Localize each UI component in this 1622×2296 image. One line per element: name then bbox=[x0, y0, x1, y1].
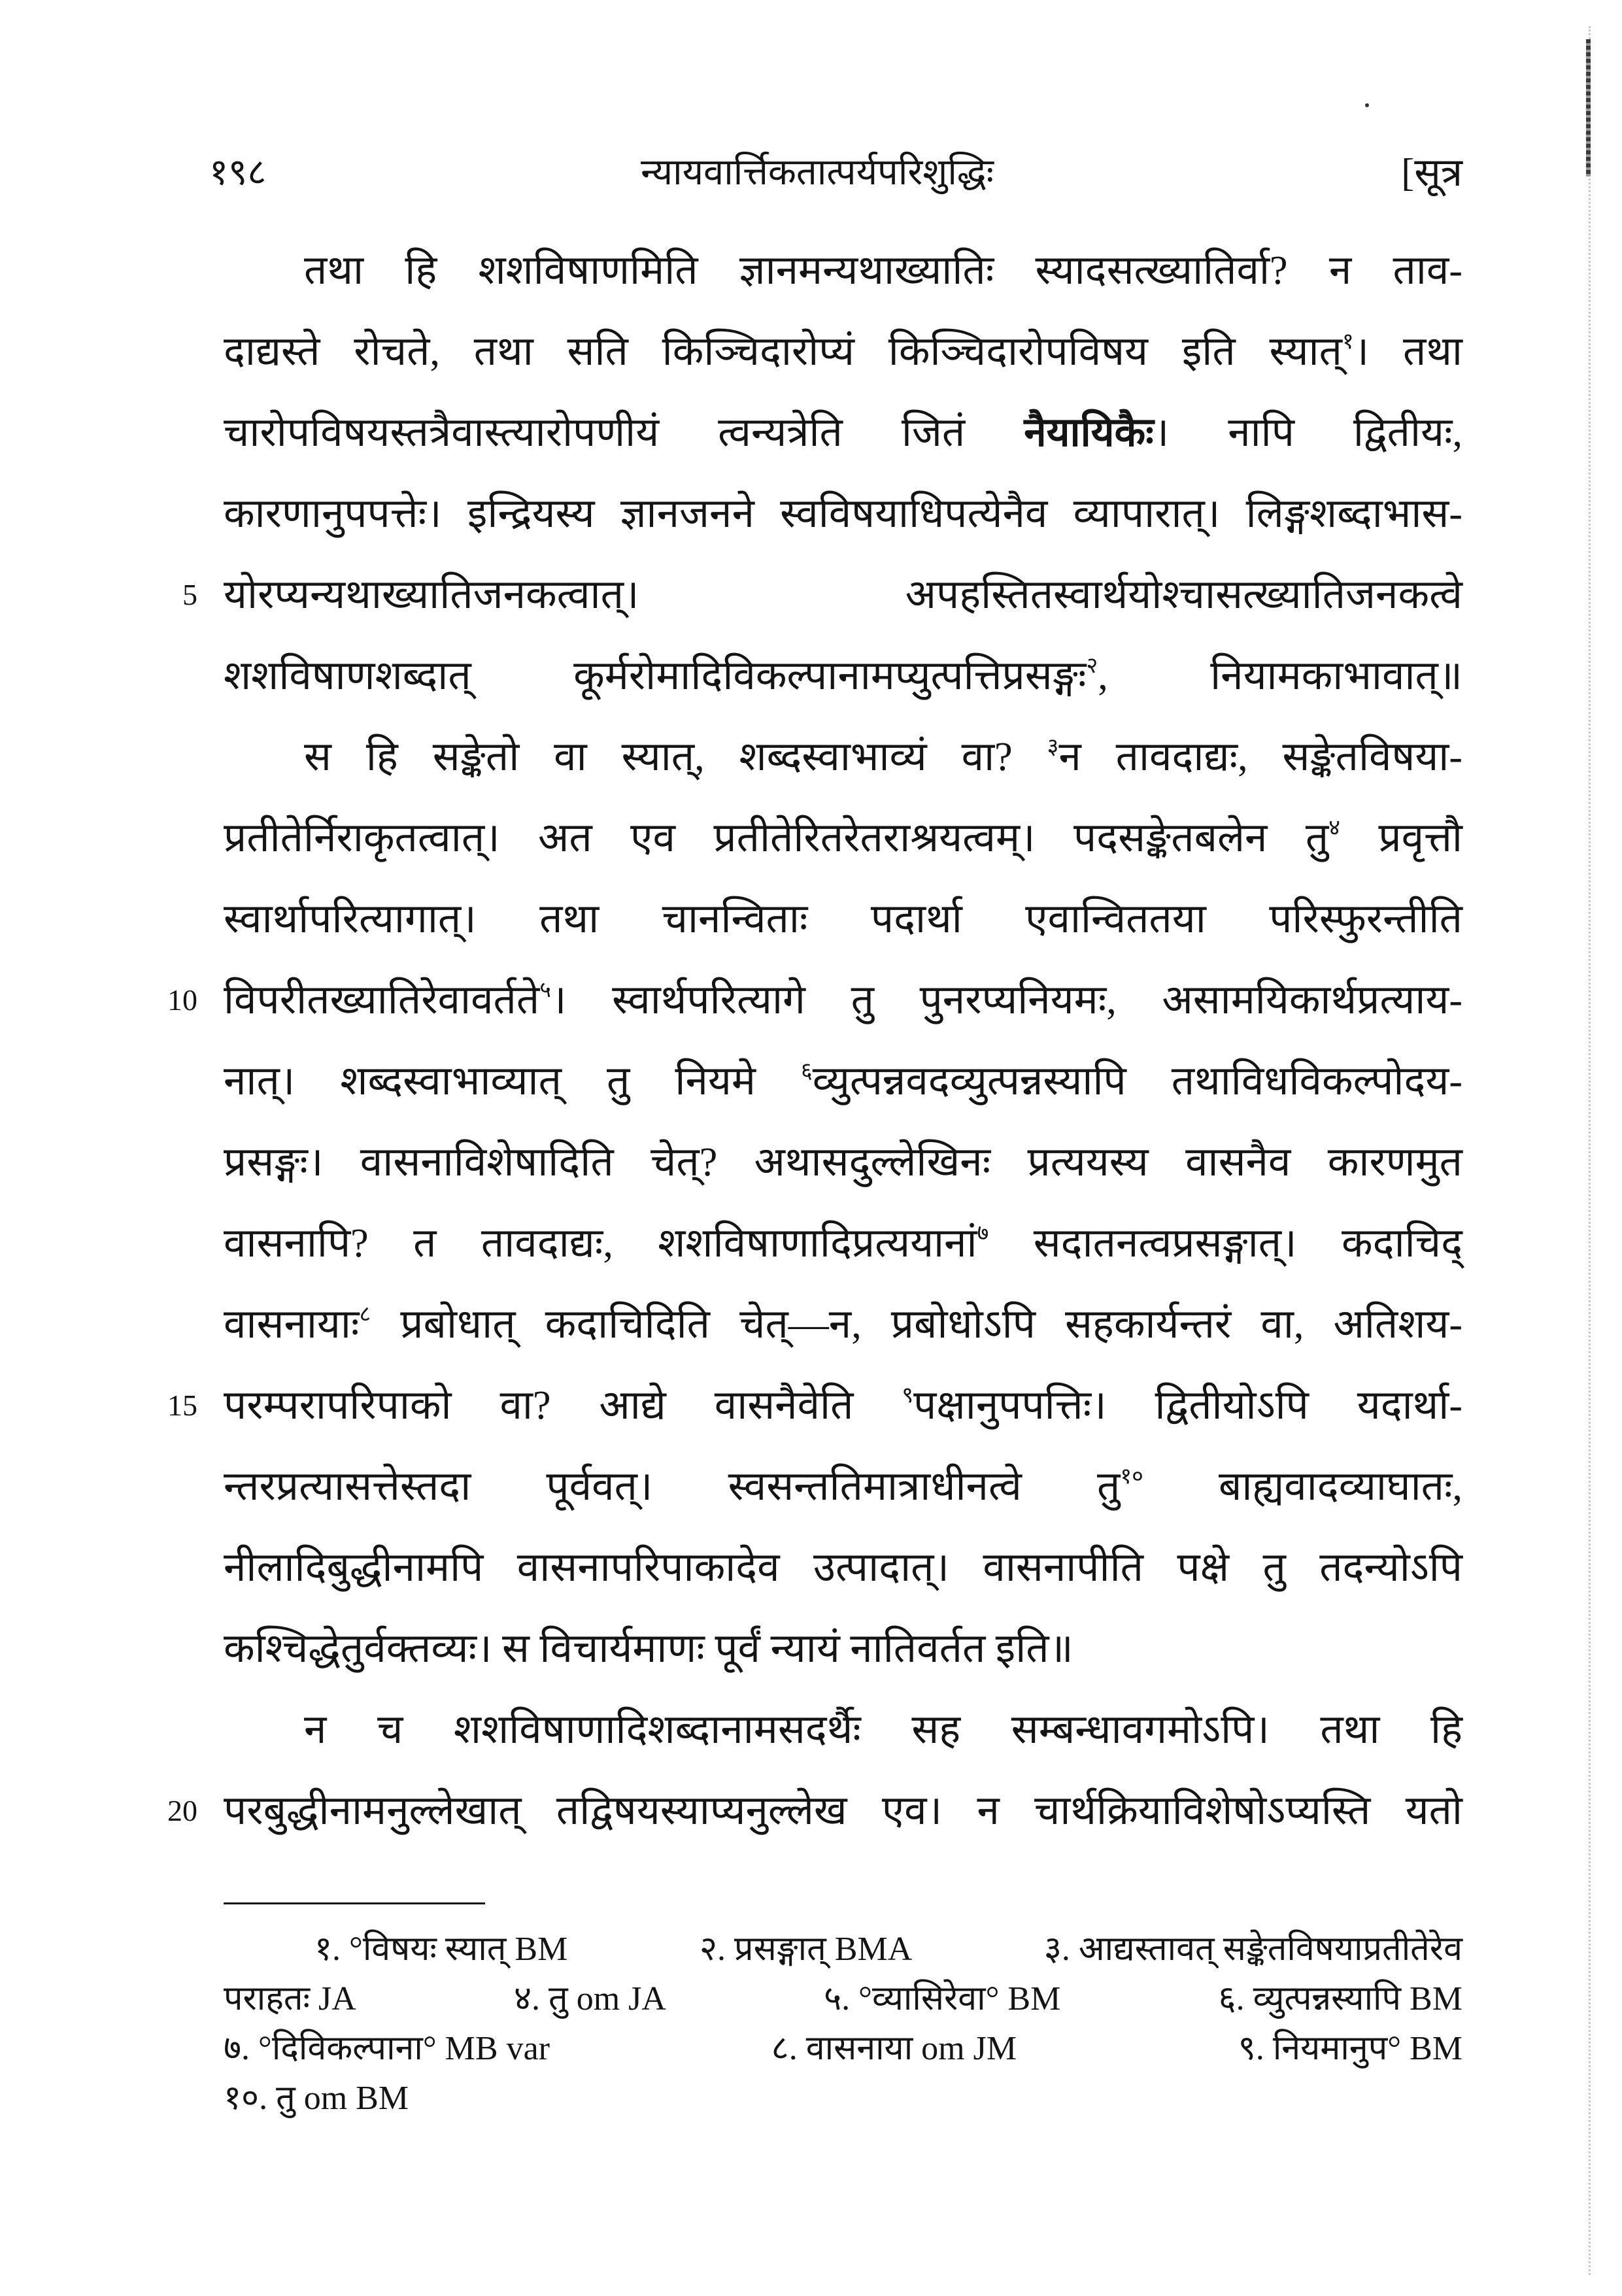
text-line bbox=[224, 1122, 1462, 1203]
text-line bbox=[224, 798, 1462, 879]
line-text: न च शशविषाणादिशब्दानामसदर्थैः सह सम्बन्धावगमोऽपि। तथा हि bbox=[304, 1708, 1462, 1752]
footnote-marker: २ bbox=[1086, 654, 1098, 679]
text-segment: प्रबोधात् कदाचिदिति चेत्—न, प्रबोधोऽपि सहकार्यन्तरं वा, अतिशय- bbox=[371, 1302, 1462, 1347]
line-number: 20 bbox=[167, 1794, 197, 1827]
footnote: ९. नियमानुप° BM bbox=[1238, 2030, 1462, 2067]
line-text: कश्चिद्धेतुर्वक्तव्यः। स विचार्यमाणः पूर्वं न्यायं नातिवर्तत इति॥ bbox=[224, 1627, 1073, 1671]
line-text: परबुद्धीनामनुल्लेखात् तद्विषयस्याप्यनुल्लेख एव। न चार्थक्रियाविशेषोऽप्यस्ति यतो bbox=[224, 1789, 1462, 1833]
text-segment: चारोपविषयस्तत्रैवास्त्यारोपणीयं त्वन्यत्रेति जितं bbox=[224, 411, 1024, 455]
text-segment: प्रतीतेर्निराकृतत्वात्। अत एव प्रतीतेरितरेतराश्रयत्वम्। पदसङ्केतबलेन तु bbox=[224, 816, 1329, 860]
text-line bbox=[224, 879, 1462, 960]
text-segment: , नियामकाभावात्॥ bbox=[1098, 654, 1462, 698]
footnote: ६. व्युत्पन्नस्यापि BM bbox=[1218, 1980, 1462, 2017]
footnote-marker: ३ bbox=[1047, 735, 1059, 760]
section-label: [सूत्र bbox=[1401, 151, 1462, 194]
footnote-marker: ४ bbox=[1328, 816, 1340, 841]
footnote-row bbox=[224, 1925, 1462, 1974]
text-line bbox=[224, 717, 1462, 798]
text-segment: न्तरप्रत्यासत्तेस्तदा पूर्ववत्। स्वसन्ततिमात्राधीनत्वे तु bbox=[224, 1464, 1121, 1509]
text-segment: । स्वार्थपरित्यागे तु पुनरप्यनियमः, असामयिकार्थप्रत्याय- bbox=[550, 978, 1462, 1022]
footnote-marker: ५ bbox=[539, 978, 551, 1003]
text-line bbox=[224, 1608, 1462, 1689]
line-text bbox=[224, 798, 1462, 879]
text-segment: व्युत्पन्नवदव्युत्पन्नस्यापि तथाविधविकल्पोदय- bbox=[812, 1059, 1463, 1104]
text-segment: दाद्यस्ते रोचते, तथा सति किञ्चिदारोप्यं किञ्चिदारोपविषय इति स्यात् bbox=[224, 329, 1342, 374]
footnote: २. प्रसङ्गात् BMA bbox=[699, 1931, 913, 1968]
footnote-row bbox=[224, 2024, 1462, 2074]
footnote: १. °विषयः स्यात् BM bbox=[314, 1931, 568, 1968]
text-segment: वासनापि? त तावदाद्यः, शशविषाणादिप्रत्ययानां bbox=[224, 1221, 977, 1266]
text-line bbox=[224, 1689, 1462, 1770]
text-segment: प्रवृत्तौ bbox=[1340, 816, 1462, 860]
line-text bbox=[224, 1041, 1462, 1122]
text-line bbox=[224, 311, 1462, 392]
line-number: 10 bbox=[167, 983, 197, 1017]
text-segment: विपरीतख्यातिरेवावर्तते bbox=[224, 978, 540, 1022]
line-text: प्रसङ्गः। वासनाविशेषादिति चेत्? अथासदुल्लेखिनः प्रत्ययस्य वासनैव कारणमुत bbox=[224, 1140, 1462, 1185]
line-text: नीलादिबुद्धीनामपि वासनापरिपाकादेव उत्पादात्। वासनापीति पक्षे तु तदन्योऽपि bbox=[224, 1545, 1462, 1590]
footnote: ५. °व्यासिरेवा° BM bbox=[824, 1980, 1061, 2017]
text-line bbox=[224, 230, 1462, 311]
text-line bbox=[224, 635, 1462, 717]
footnote: ४. तु om JA bbox=[514, 1980, 666, 2017]
text-line bbox=[224, 1527, 1462, 1608]
line-text: योरप्यन्यथाख्यातिजनकत्वात्। अपहस्तितस्वार्थयोश्चासत्ख्यातिजनकत्वे bbox=[224, 573, 1462, 617]
scan-edge-mark bbox=[1589, 26, 1591, 2275]
footnote-separator bbox=[224, 1902, 485, 1904]
text-segment: । तथा bbox=[1353, 329, 1462, 374]
line-text bbox=[224, 960, 1462, 1041]
text-line bbox=[224, 1203, 1462, 1284]
text-segment: स हि सङ्केतो वा स्यात्, शब्दस्वाभाव्यं वा? bbox=[304, 735, 1047, 779]
line-text bbox=[224, 392, 1462, 473]
footnote-marker: ६ bbox=[800, 1059, 813, 1084]
text-line bbox=[224, 473, 1462, 554]
footnote-marker: ८ bbox=[359, 1302, 371, 1327]
footnote: पराहतः JA bbox=[224, 1980, 356, 2017]
text-segment: परम्परापरिपाको वा? आद्ये वासनैवेति bbox=[224, 1383, 902, 1428]
text-line bbox=[224, 1446, 1462, 1527]
footnote-marker: ७ bbox=[977, 1221, 989, 1246]
scan-edge-mark bbox=[1586, 39, 1591, 177]
footnote: ८. वासनाया om JM bbox=[771, 2030, 1017, 2067]
text-line bbox=[224, 1284, 1462, 1365]
line-text bbox=[224, 1446, 1462, 1527]
bold-term: नैयायिकैः bbox=[1024, 411, 1154, 455]
line-text bbox=[224, 1284, 1462, 1365]
footnote: १०. तु om BM bbox=[224, 2080, 409, 2117]
text-line bbox=[224, 1041, 1462, 1122]
text-segment: शशविषाणशब्दात् कूर्मरोमादिविकल्पानामप्युत्पत्तिप्रसङ्गः bbox=[224, 654, 1087, 698]
line-text bbox=[304, 717, 1462, 798]
line-text: स्वार्थापरित्यागात्। तथा चानन्विताः पदार्था एवान्विततया परिस्फुरन्तीति bbox=[224, 897, 1462, 941]
line-text: तथा हि शशविषाणमिति ज्ञानमन्यथाख्यातिः स्यादसत्ख्यातिर्वा? न ताव- bbox=[304, 248, 1462, 293]
text-segment: बाह्यवादव्याघातः, bbox=[1143, 1464, 1462, 1509]
text-line bbox=[224, 392, 1462, 473]
footnote: ३. आद्यस्तावत् सङ्केतविषयाप्रतीतेरेव bbox=[1043, 1931, 1462, 1968]
text-segment: वासनायाः bbox=[224, 1302, 360, 1347]
text-line bbox=[167, 1365, 1462, 1446]
footnote-row bbox=[224, 1974, 1462, 2024]
footnote-marker: ९ bbox=[902, 1383, 914, 1408]
footnote-marker: १ bbox=[1342, 329, 1354, 354]
line-text: कारणानुपपत्तेः। इन्द्रियस्य ज्ञानजनने स्वविषयाधिपत्येनैव व्यापारात्। लिङ्गशब्दाभास- bbox=[224, 492, 1462, 536]
footnote-row bbox=[224, 2074, 1462, 2123]
text-segment: । नापि द्वितीयः, bbox=[1153, 411, 1462, 455]
footnote: ७. °दिविकल्पाना° MB var bbox=[224, 2030, 550, 2067]
line-number: 15 bbox=[167, 1389, 197, 1422]
line-text bbox=[224, 1203, 1462, 1284]
text-segment: सदातनत्वप्रसङ्गात्। कदाचिद् bbox=[988, 1221, 1462, 1266]
line-text bbox=[224, 635, 1462, 717]
line-text bbox=[224, 1365, 1462, 1446]
text-segment: पक्षानुपपत्तिः। द्वितीयोऽपि यदार्था- bbox=[913, 1383, 1462, 1428]
text-line bbox=[167, 1770, 1462, 1851]
line-number: 5 bbox=[182, 578, 197, 611]
scan-speck bbox=[1365, 103, 1369, 107]
text-line bbox=[167, 960, 1462, 1041]
footnote-marker: १० bbox=[1120, 1464, 1143, 1489]
text-line bbox=[182, 554, 1462, 635]
page-number: १९८ bbox=[209, 152, 267, 193]
line-text bbox=[224, 311, 1462, 392]
running-title: न्यायवार्त्तिकतात्पर्यपरिशुद्धिः bbox=[641, 152, 994, 193]
text-segment: नात्। शब्दस्वाभाव्यात् तु नियमे bbox=[224, 1059, 801, 1104]
text-segment: न तावदाद्यः, सङ्केतविषया- bbox=[1058, 735, 1463, 779]
